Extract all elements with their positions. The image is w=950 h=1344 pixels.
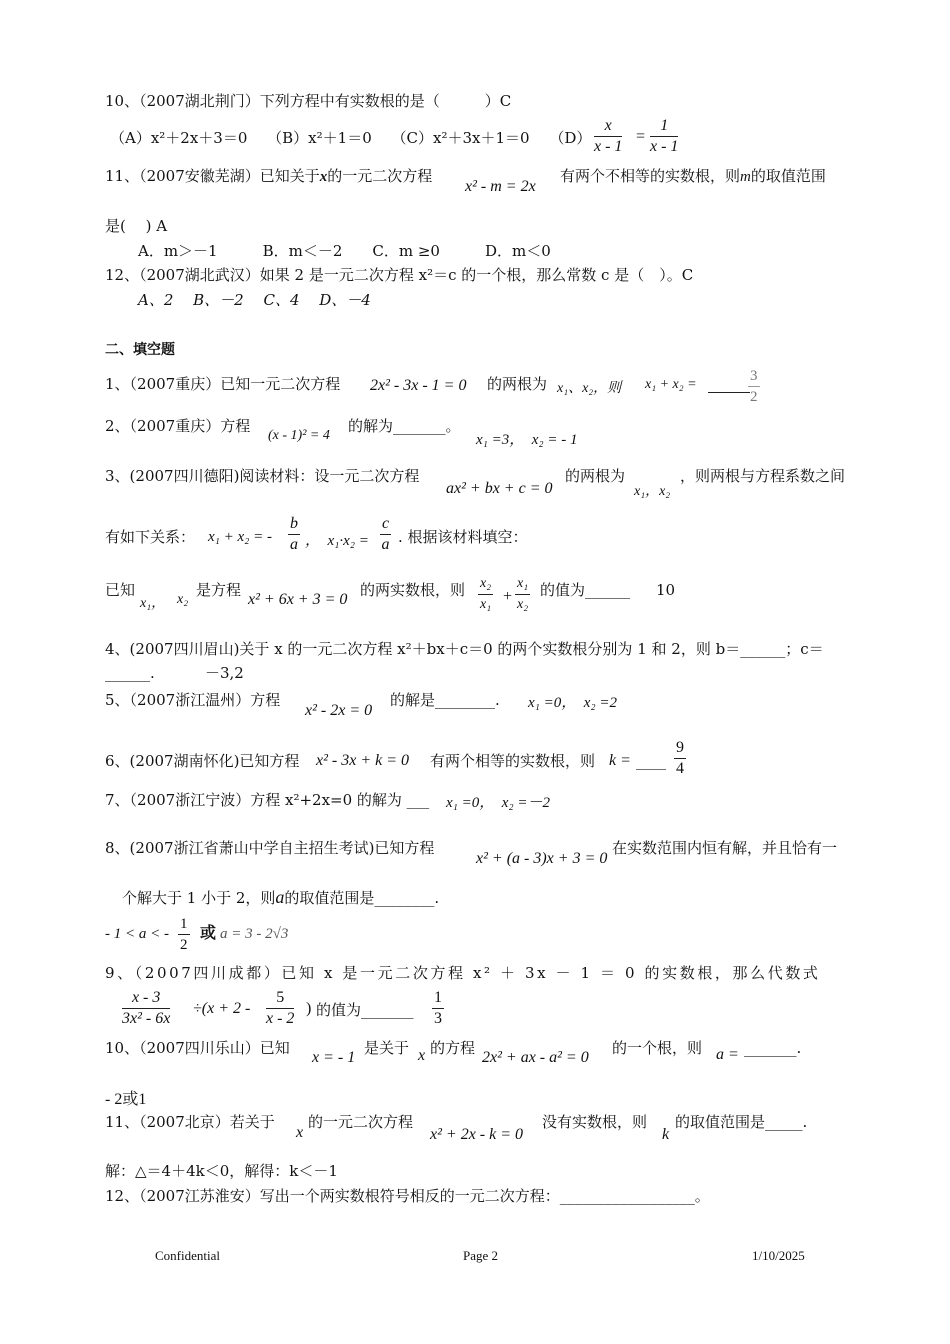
fill-3-given-post: 的两实数根，则: [360, 581, 466, 599]
fill-1-equation: 2x² - 3x - 1 = 0: [370, 377, 467, 394]
fill-3-plus: +: [503, 588, 513, 605]
fill-3-tail: ，则两根与方程系数之间: [680, 467, 846, 485]
fill-11-solution: 解：△＝4＋4k＜0，解得：k＜－1: [105, 1162, 338, 1180]
fill-8-answer-range: - 1 < a < -: [105, 926, 169, 942]
option-d-fraction-right: $\frac{1}{x - 1}$: [650, 117, 679, 155]
fill-8-tail: 在实数范围内恒有解，并且恰有一: [612, 839, 838, 857]
option-d-equals: =: [636, 128, 646, 145]
fill-11-tail: 的取值范围是_____.: [675, 1113, 808, 1131]
question-10-options: （A）x²＋2x＋3＝0 （B）x²＋1＝0 （C）x²＋3x＋1＝0 （D）: [110, 129, 592, 147]
question-11: 11、（2007安徽芜湖）已知关于x的一元二次方程: [105, 167, 433, 185]
fill-10-post: 的一个根，则: [612, 1039, 703, 1057]
fill-10-condition: x = - 1: [312, 1049, 356, 1066]
fill-11: 11、（2007北京）若关于: [105, 1113, 275, 1131]
fill-5-answer: x₁ =0， x₂ =2: [528, 695, 617, 711]
fill-11-post: 没有实数根，则: [542, 1113, 648, 1131]
fill-3-roots: x₁，x₂: [634, 484, 671, 499]
fill-6-k: k =: [609, 752, 631, 769]
footer-date: 1/10/2025: [752, 1248, 805, 1263]
fill-8-line-2: 个解大于 1 小于 2，则a的取值范围是________.: [122, 887, 440, 907]
fill-9-fraction-left: $\frac{x - 3}{\text{3x² - 6x}}$: [122, 989, 171, 1027]
fill-8-equation: x² + (a - 3)x + 3 = 0: [476, 850, 608, 867]
question-11-options: A．m＞－1 B．m＜－2 C．m ≥0 D．m＜0: [138, 242, 551, 260]
fill-8-answer-alt: a = 3 - 2√3: [220, 926, 289, 942]
fill-2-equation: (x - 1)² = 4: [268, 428, 330, 443]
fill-10-mid: 是关于: [364, 1039, 410, 1057]
fill-5: 5、（2007浙江温州）方程: [105, 691, 281, 709]
fill-3-answer: 10: [656, 581, 676, 599]
fill-3-relation-sum: x₁ + x₂ = -: [208, 529, 272, 545]
fill-6-blank: ____: [636, 752, 666, 770]
fill-3: 3、(2007四川德阳)阅读材料：设一元二次方程: [105, 467, 420, 485]
fill-3-relation-intro: 有如下关系：: [105, 528, 196, 546]
fill-10-answer: - 2或1: [105, 1091, 147, 1108]
fill-9-close-paren: ): [306, 1000, 312, 1017]
fill-4-blank: ______.: [105, 664, 155, 682]
fill-2-answer: x₁ =3， x₂ = - 1: [476, 432, 578, 448]
fill-5-equation: x² - 2x = 0: [305, 702, 373, 719]
fill-6-answer: $\frac{9}{4}$: [676, 739, 684, 777]
fill-1-answer: $\frac{3}{2}$: [750, 368, 758, 405]
fill-3-given: 已知: [105, 581, 136, 599]
fill-3-fraction-x1-x2: $\frac{\text{x₁}}{\text{x₂}}$: [517, 576, 529, 612]
fill-10-a: a =: [716, 1046, 739, 1063]
fill-6: 6、(2007湖南怀化)已知方程: [105, 752, 300, 770]
footer-confidential: Confidential: [155, 1248, 220, 1263]
fill-3-given-x2: x₂: [177, 592, 189, 607]
fill-10: 10、（2007四川乐山）已知: [105, 1039, 290, 1057]
footer-page-number: Page 2: [463, 1248, 499, 1263]
q11-equation: x² - m = 2x: [465, 178, 536, 195]
question-12-options: A、2 B、－2 C、4 D、－4: [138, 291, 371, 309]
fill-6-equation: x² - 3x + k = 0: [316, 752, 410, 769]
fill-11-mid: 的一元二次方程: [308, 1113, 414, 1131]
fill-11-x: x: [296, 1124, 304, 1141]
section-title: 二、填空题: [105, 342, 175, 358]
fill-1: 1、（2007重庆）已知一元二次方程: [105, 375, 341, 393]
fill-3-mid: 的两根为: [565, 467, 626, 485]
option-d-fraction-left: $\frac{x}{x - 1}$: [594, 117, 623, 155]
fill-3-relation-product: ， x₁·x₂ =: [305, 533, 369, 549]
fill-3-equation: ax² + bx + c = 0: [446, 480, 553, 497]
fill-3-given-equation: x² + 6x + 3 = 0: [248, 591, 348, 608]
fill-9-answer: $\frac{1}{3}$: [434, 989, 442, 1027]
fill-3-relation-tail: . 根据该材料填空：: [398, 528, 528, 546]
fill-10-x: x: [418, 1047, 426, 1064]
fill-9-tail: 的值为_______: [316, 1001, 414, 1019]
fill-3-fraction-b-a: $\frac{b}{a}$: [290, 515, 298, 553]
fill-9: 9、（2007四川成都）已知 x 是一元二次方程 x² ＋ 3x － 1 ＝ 0 的实数根，那么代数式: [105, 964, 821, 982]
fill-12: 12、（2007江苏淮安）写出一个两实数根符号相反的一元二次方程：__________________。: [105, 1187, 710, 1205]
fill-2-mid: 的解为_______。: [348, 417, 461, 435]
question-10: 10、（2007湖北荆门）下列方程中有实数根的是（ ）C: [105, 92, 512, 110]
fill-8-or: 或: [200, 923, 217, 942]
fill-11-equation: x² + 2x - k = 0: [430, 1126, 524, 1143]
fill-3-given-mid: 是方程: [196, 581, 242, 599]
fill-1-mid: 的两根为: [487, 375, 548, 393]
question-12: 12、（2007湖北武汉）如果 2 是一元二次方程 x²＝c 的一个根，那么常数 c 是（ ）。C: [105, 266, 694, 284]
fill-1-blank: [708, 392, 750, 393]
fill-10-mid2: 的方程: [430, 1039, 476, 1057]
fill-9-division: ÷(x + 2 -: [193, 1000, 251, 1017]
fill-1-roots: x₁、x₂，则: [557, 381, 622, 396]
question-11-tail: 有两个不相等的实数根，则m的取值范围: [560, 167, 826, 185]
fill-3-fraction-x2-x1: $\frac{\text{x₂}}{\text{x₁}}$: [480, 576, 492, 612]
fill-3-given-tail: 的值为______: [540, 581, 631, 599]
fill-4-answer: －3,2: [205, 664, 244, 682]
fill-3-fraction-c-a: $\frac{c}{a}$: [381, 515, 390, 553]
question-11-answer: 是( ) A: [105, 217, 168, 235]
fill-2: 2、（2007重庆）方程: [105, 417, 251, 435]
fill-8-answer-fraction: $\frac{1}{2}$: [180, 916, 188, 953]
fill-7: 7、（2007浙江宁波）方程 x²+2x=0 的解为 ___: [105, 791, 430, 809]
fill-7-answer: x₁ =0， x₂ =－2: [446, 795, 550, 811]
fill-1-sum: x₁ + x₂ =: [645, 377, 697, 392]
fill-4: 4、(2007四川眉山)关于 x 的一元二次方程 x²＋bx＋c＝0 的两个实数根分别为 1 和 2，则 b＝______；c＝: [105, 640, 824, 658]
fill-11-k: k: [662, 1126, 670, 1143]
fill-8: 8、(2007浙江省萧山中学自主招生考试)已知方程: [105, 839, 435, 857]
fill-5-mid: 的解是________.: [390, 691, 500, 709]
fill-3-given-x1: x₁，: [140, 596, 166, 611]
fill-9-fraction-right: $\frac{5}{x - 2}$: [266, 989, 295, 1027]
fill-6-mid: 有两个相等的实数根，则: [430, 752, 596, 770]
fill-10-blank: _______.: [744, 1039, 802, 1057]
fill-10-equation: 2x² + ax - a² = 0: [482, 1049, 589, 1066]
